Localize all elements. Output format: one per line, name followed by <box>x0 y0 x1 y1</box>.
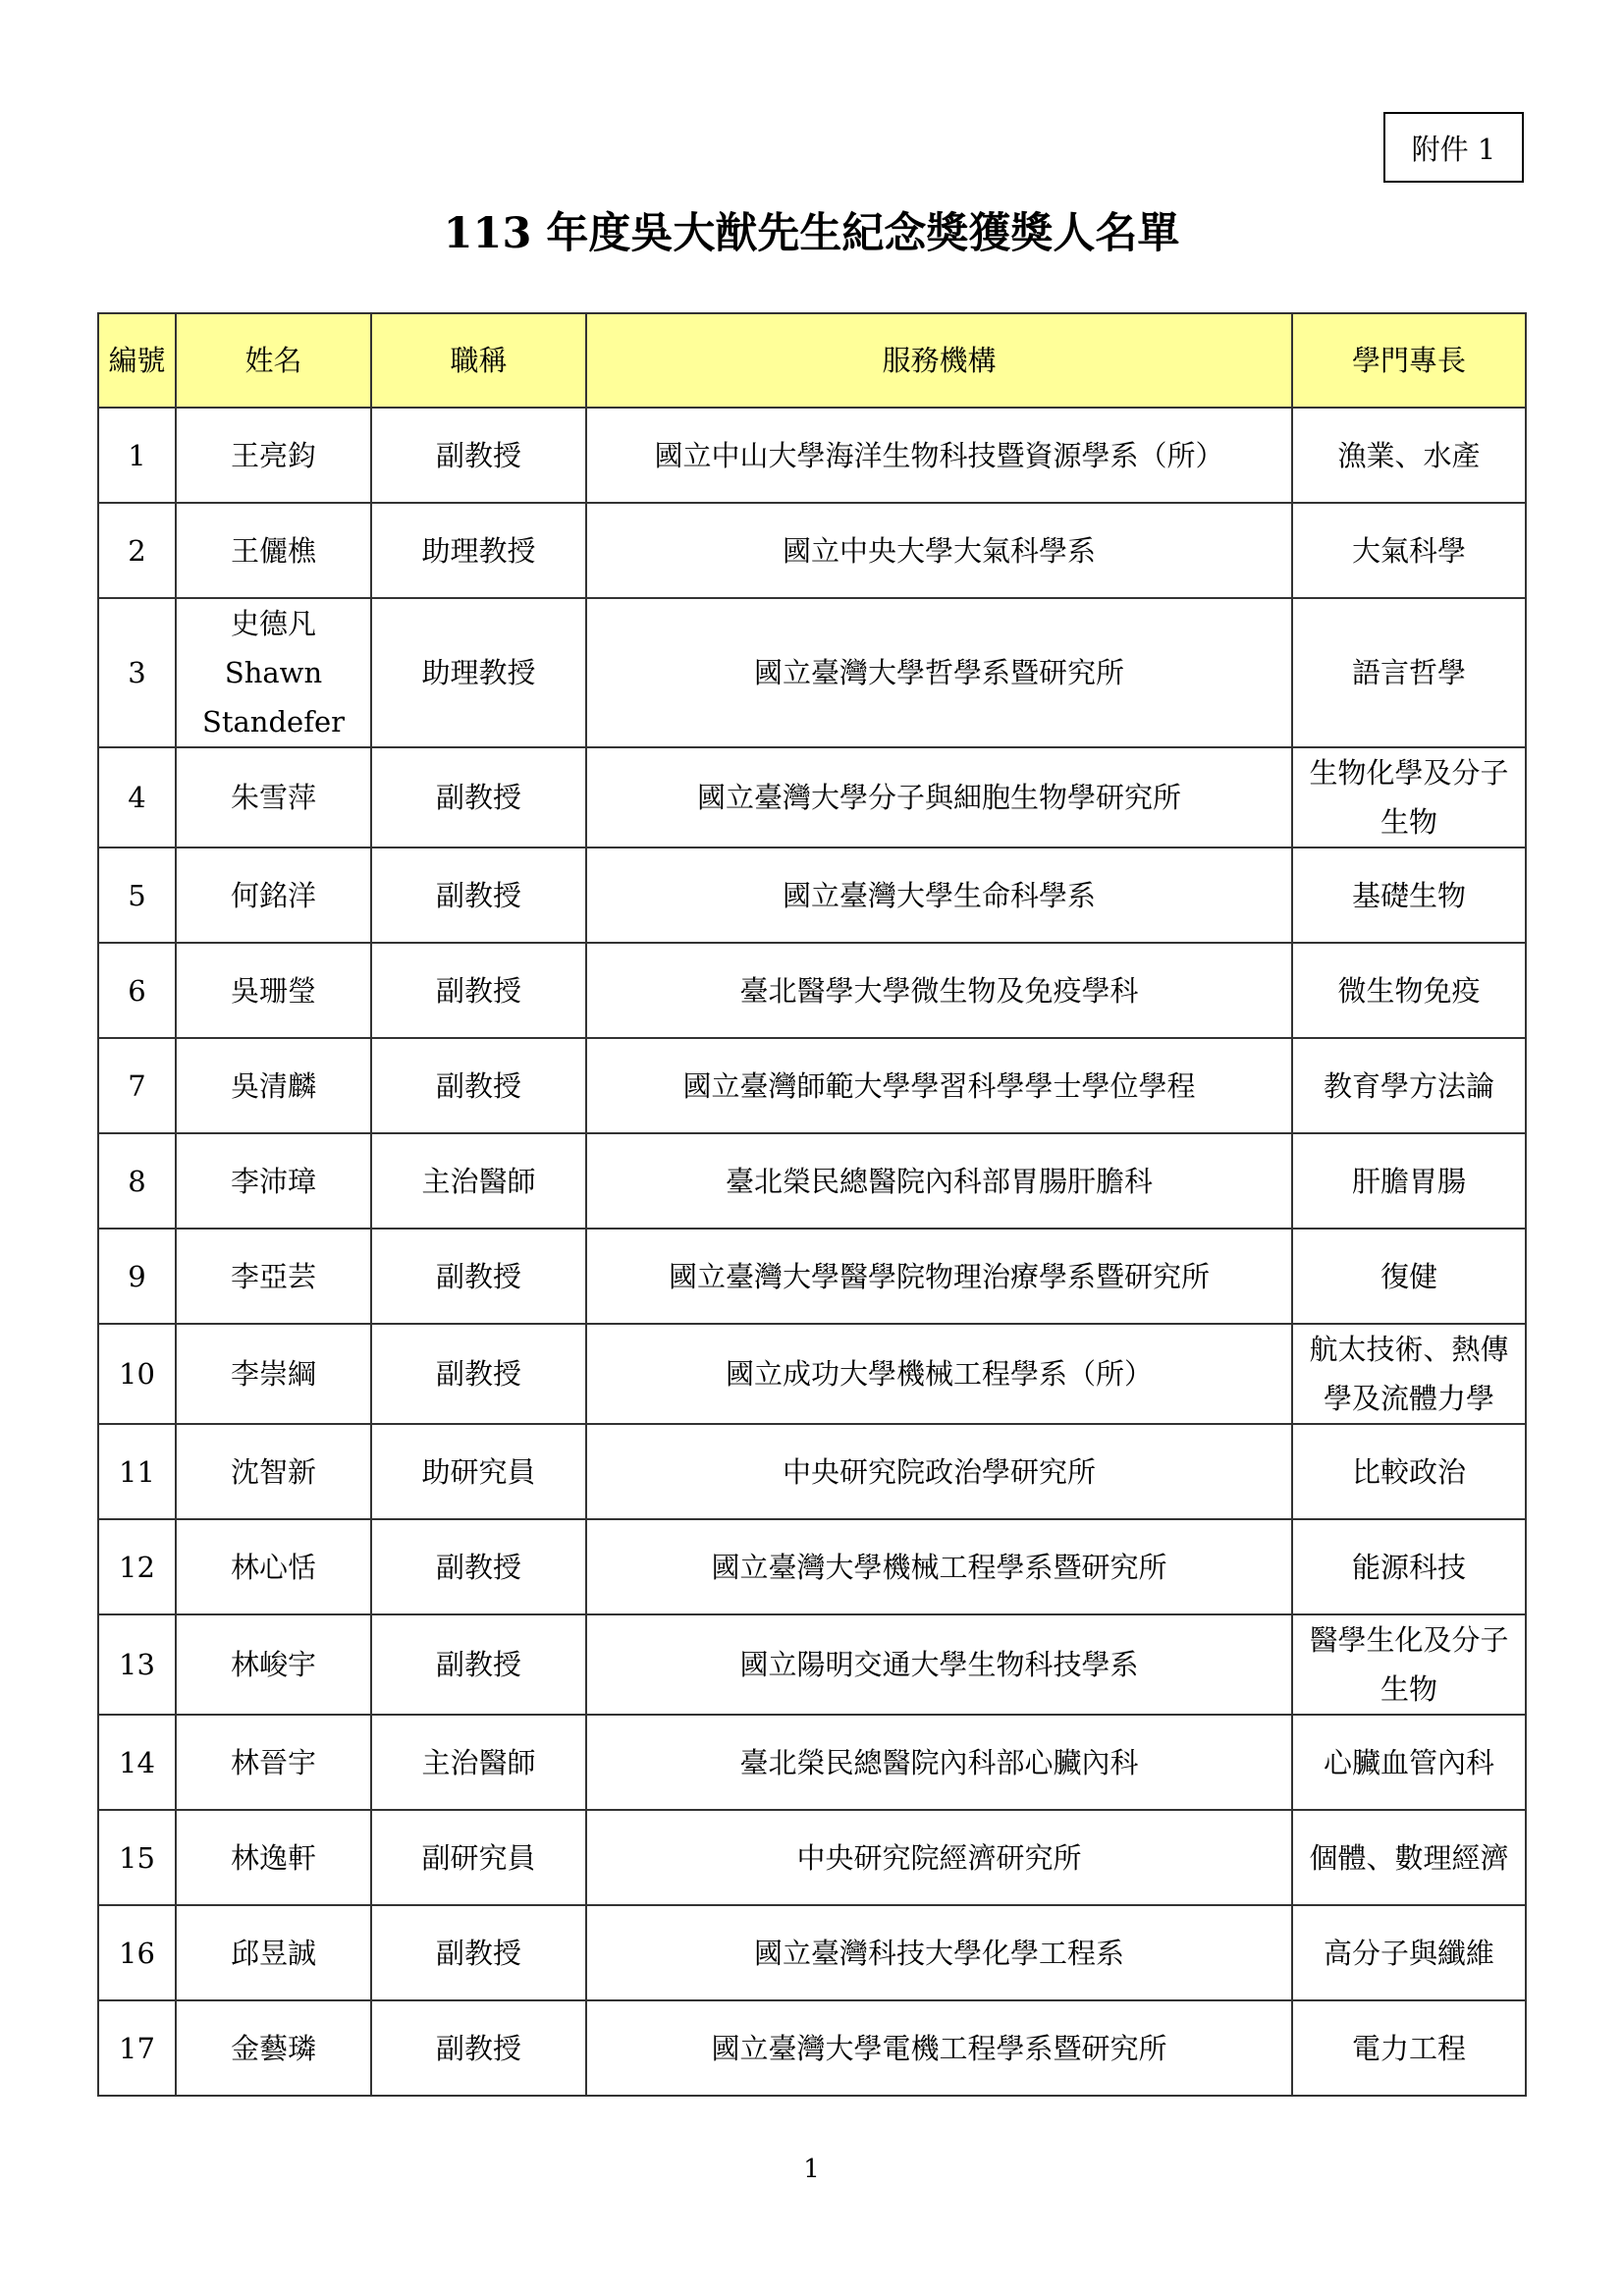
name-line: 林心恬 <box>230 1550 316 1584</box>
cell-field: 教育學方法論 <box>1292 1038 1526 1133</box>
header-name: 姓名 <box>176 313 371 408</box>
name-line: 朱雪萍 <box>230 781 316 814</box>
cell-title: 副教授 <box>371 1905 586 2000</box>
table-row <box>98 598 1526 747</box>
header-title: 職稱 <box>371 313 586 408</box>
cell-number: 12 <box>98 1519 176 1614</box>
header-field: 學門專長 <box>1292 313 1526 408</box>
cell-field: 高分子與纖維 <box>1292 1905 1526 2000</box>
cell-name <box>176 1905 371 2000</box>
name-line: 邱昱誠 <box>230 1936 316 1970</box>
cell-title: 副教授 <box>371 1614 586 1715</box>
cell-name <box>176 1614 371 1715</box>
table-row <box>98 1424 1526 1519</box>
cell-name <box>176 408 371 503</box>
cell-organization: 中央研究院政治學研究所 <box>586 1424 1292 1519</box>
cell-number: 11 <box>98 1424 176 1519</box>
cell-title: 副教授 <box>371 1324 586 1424</box>
cell-title: 副教授 <box>371 2000 586 2096</box>
table-row <box>98 1038 1526 1133</box>
cell-field: 大氣科學 <box>1292 503 1526 598</box>
table-row <box>98 1810 1526 1905</box>
table-row <box>98 1324 1526 1424</box>
table-row <box>98 1905 1526 2000</box>
cell-name <box>176 1038 371 1133</box>
cell-title: 副教授 <box>371 408 586 503</box>
cell-title: 副教授 <box>371 1038 586 1133</box>
cell-organization: 國立臺灣大學哲學系暨研究所 <box>586 598 1292 747</box>
annex-label: 附件 1 <box>1383 112 1524 183</box>
cell-organization: 國立中央大學大氣科學系 <box>586 503 1292 598</box>
cell-field: 心臟血管內科 <box>1292 1715 1526 1810</box>
name-line: 林晉宇 <box>230 1745 316 1779</box>
header-number: 編號 <box>98 313 176 408</box>
name-line: 李崇綱 <box>230 1357 316 1391</box>
name-line: 林逸軒 <box>230 1840 316 1875</box>
cell-name <box>176 503 371 598</box>
cell-number: 10 <box>98 1324 176 1424</box>
cell-organization: 國立成功大學機械工程學系（所） <box>586 1324 1292 1424</box>
table-row <box>98 847 1526 943</box>
cell-organization: 國立臺灣大學醫學院物理治療學系暨研究所 <box>586 1229 1292 1324</box>
table-row <box>98 2000 1526 2096</box>
cell-organization: 臺北醫學大學微生物及免疫學科 <box>586 943 1292 1038</box>
cell-name <box>176 943 371 1038</box>
cell-number: 2 <box>98 503 176 598</box>
cell-title: 副教授 <box>371 847 586 943</box>
cell-name <box>176 747 371 847</box>
cell-number: 5 <box>98 847 176 943</box>
cell-number: 7 <box>98 1038 176 1133</box>
cell-field: 漁業、水產 <box>1292 408 1526 503</box>
cell-number: 6 <box>98 943 176 1038</box>
cell-number: 15 <box>98 1810 176 1905</box>
cell-title: 副研究員 <box>371 1810 586 1905</box>
name-line: 何銘洋 <box>230 878 316 912</box>
table-row <box>98 943 1526 1038</box>
name-line: 林峻宇 <box>230 1648 316 1681</box>
cell-name <box>176 1324 371 1424</box>
cell-organization: 國立陽明交通大學生物科技學系 <box>586 1614 1292 1715</box>
name-line: 吳清麟 <box>230 1068 316 1103</box>
cell-organization: 中央研究院經濟研究所 <box>586 1810 1292 1905</box>
cell-field: 能源科技 <box>1292 1519 1526 1614</box>
cell-number: 13 <box>98 1614 176 1715</box>
cell-organization: 國立臺灣大學電機工程學系暨研究所 <box>586 2000 1292 2096</box>
cell-field: 醫學生化及分子生物 <box>1292 1614 1526 1715</box>
cell-number: 14 <box>98 1715 176 1810</box>
header-organization: 服務機構 <box>586 313 1292 408</box>
cell-organization: 國立臺灣大學分子與細胞生物學研究所 <box>586 747 1292 847</box>
cell-organization: 國立臺灣師範大學學習科學學士學位學程 <box>586 1038 1292 1133</box>
table-row <box>98 1229 1526 1324</box>
cell-title: 助理教授 <box>371 503 586 598</box>
name-line: 金藝璘 <box>230 2031 316 2065</box>
name-line: 王亮鈞 <box>230 438 316 472</box>
cell-field: 語言哲學 <box>1292 598 1526 747</box>
name-en-first: Shawn <box>224 656 323 689</box>
cell-number: 9 <box>98 1229 176 1324</box>
cell-organization: 國立中山大學海洋生物科技暨資源學系（所） <box>586 408 1292 503</box>
page-number: 1 <box>803 2155 820 2184</box>
cell-number: 4 <box>98 747 176 847</box>
cell-organization: 國立臺灣大學生命科學系 <box>586 847 1292 943</box>
cell-number: 1 <box>98 408 176 503</box>
page-title: 113 年度吳大猷先生紀念獎獲獎人名單 <box>443 209 1180 258</box>
cell-name <box>176 1715 371 1810</box>
cell-field: 復健 <box>1292 1229 1526 1324</box>
cell-organization: 國立臺灣科技大學化學工程系 <box>586 1905 1292 2000</box>
cell-number: 8 <box>98 1133 176 1229</box>
name-line: 吳珊瑩 <box>230 973 316 1008</box>
table-row <box>98 1519 1526 1614</box>
name-line: 史德凡 <box>230 607 316 640</box>
cell-number: 16 <box>98 1905 176 2000</box>
cell-title: 副教授 <box>371 1229 586 1324</box>
cell-field: 基礎生物 <box>1292 847 1526 943</box>
table-row <box>98 408 1526 503</box>
cell-name <box>176 847 371 943</box>
cell-name <box>176 1810 371 1905</box>
award-table <box>97 312 1527 2097</box>
cell-organization: 臺北榮民總醫院內科部心臟內科 <box>586 1715 1292 1810</box>
name-line: 王儷樵 <box>230 533 316 568</box>
cell-title: 助理教授 <box>371 598 586 747</box>
table-row <box>98 1614 1526 1715</box>
cell-number: 17 <box>98 2000 176 2096</box>
cell-field: 個體、數理經濟 <box>1292 1810 1526 1905</box>
cell-field: 航太技術、熱傳學及流體力學 <box>1292 1324 1526 1424</box>
name-line: 李亞芸 <box>230 1259 316 1293</box>
cell-title: 主治醫師 <box>371 1715 586 1810</box>
cell-field: 比較政治 <box>1292 1424 1526 1519</box>
name-line: 沈智新 <box>230 1454 316 1489</box>
table-row <box>98 503 1526 598</box>
cell-title: 副教授 <box>371 1519 586 1614</box>
cell-field: 生物化學及分子生物 <box>1292 747 1526 847</box>
cell-name <box>176 2000 371 2096</box>
table-row <box>98 1715 1526 1810</box>
cell-name <box>176 598 371 747</box>
cell-field: 電力工程 <box>1292 2000 1526 2096</box>
table-header-row <box>98 313 1526 408</box>
name-line: 李沛璋 <box>230 1164 316 1198</box>
cell-title: 助研究員 <box>371 1424 586 1519</box>
cell-field: 微生物免疫 <box>1292 943 1526 1038</box>
cell-field: 肝膽胃腸 <box>1292 1133 1526 1229</box>
cell-organization: 臺北榮民總醫院內科部胃腸肝膽科 <box>586 1133 1292 1229</box>
cell-name <box>176 1519 371 1614</box>
name-en-last: Standefer <box>202 705 345 738</box>
cell-title: 副教授 <box>371 943 586 1038</box>
cell-title: 主治醫師 <box>371 1133 586 1229</box>
cell-name <box>176 1229 371 1324</box>
cell-organization: 國立臺灣大學機械工程學系暨研究所 <box>586 1519 1292 1614</box>
cell-title: 副教授 <box>371 747 586 847</box>
table-row <box>98 1133 1526 1229</box>
cell-name <box>176 1133 371 1229</box>
table-row <box>98 747 1526 847</box>
cell-number: 3 <box>98 598 176 747</box>
cell-name <box>176 1424 371 1519</box>
